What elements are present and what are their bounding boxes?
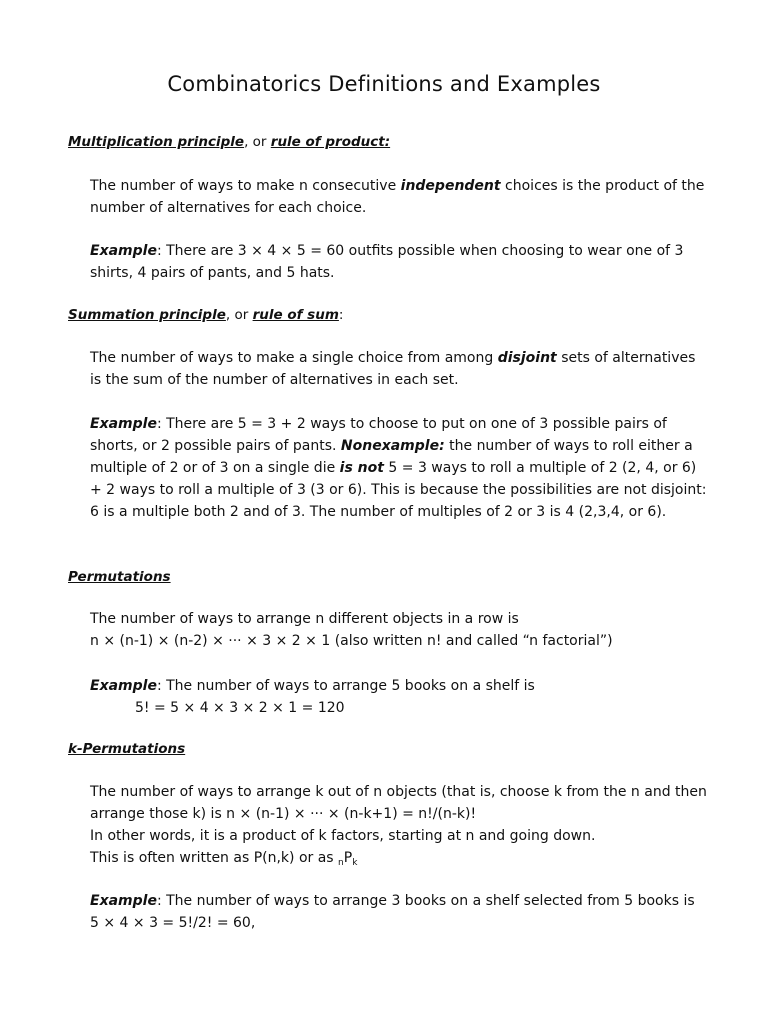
term-disjoint: disjoint — [497, 350, 557, 366]
heading-separator: , or — [244, 134, 271, 150]
permutations-definition: The number of ways to arrange n different objects in a row is n × (n-1) × (n-2) × ··· × 3 × 2 × 1 (also written n! and called “n factorial”) — [90, 611, 613, 649]
heading-rule-of-product: rule of product: — [270, 134, 391, 150]
summation-example: Example: There are 5 = 3 + 2 ways to choose to put on one of 3 possible pairs of shorts, or 2 possible pairs of pants. Nonexample: the number of ways to roll either a multiple of 2 or of 3 on a single die is not 5 = 3 ways to roll a multiple of 2 (2, 4, or 6) + 2 ways to roll a multiple of 3 (3 or 6). This is because the possibilities are not disjoint: 6 is a multiple both 2 and of 3. The number of multiples of 2 or 3 is 4 (2,3,4, or 6). — [90, 416, 707, 520]
permutations-calculation: 5! = 5 × 4 × 3 × 2 × 1 = 120 — [135, 700, 345, 716]
k-permutations-definition: The number of ways to arrange k out of n objects (that is, choose k from the n and then arrange those k) is n × (n-1) × ··· × (n-k+1) = n!/(n-k)! In other words, it is a product of k factors, starting at n and going down. This is often written as P(n,k) or as $_nP_k$ — [90, 784, 707, 868]
term-independent: independent — [400, 178, 501, 194]
permutations-example: Example: The number of ways to arrange 5 books on a shelf is 5! = 5 × 4 × 3 × 2 × 1 = 120 — [90, 678, 535, 716]
heading-summation-principle: Summation principle — [68, 307, 226, 323]
example-label: Example — [90, 678, 157, 694]
k-permutations-calculation: 5 × 4 × 3 = 5!/2! = 60, — [90, 915, 256, 931]
section-heading-k-permutations — [68, 741, 185, 757]
heading-k-permutations: k-Permutations — [68, 741, 186, 757]
multiplication-example: Example: There are 3 × 4 × 5 = 60 outfits possible when choosing to wear one of 3 shirts, 4 pairs of pants, and 5 hats. — [90, 243, 684, 281]
heading-rule-of-sum: rule of sum — [252, 307, 339, 323]
k-permutations-example: Example: The number of ways to arrange 3 books on a shelf selected from 5 books is 5 × 4 × 3 = 5!/2! = 60, — [90, 893, 695, 931]
example-label: Example — [90, 893, 157, 909]
example-label: Example — [90, 416, 157, 432]
section-heading-summation: Summation principle, or rule of sum: — [68, 307, 344, 323]
heading-separator: , or — [225, 307, 253, 323]
section-heading-multiplication — [68, 134, 390, 150]
nonexample-label: Nonexample: — [340, 438, 445, 454]
section-heading-permutations — [68, 569, 171, 585]
heading-multiplication-principle: Multiplication principle — [68, 134, 245, 150]
term-is-not: is not — [339, 460, 384, 476]
page-title: Combinatorics Definitions and Examples — [167, 72, 601, 96]
example-label: Example — [90, 243, 157, 259]
multiplication-definition: The number of ways to make n consecutive independent choices is the product of the number of alternatives for each choice. — [90, 178, 705, 216]
heading-permutations: Permutations — [68, 569, 171, 585]
summation-definition: The number of ways to make a single choice from among disjoint sets of alternatives is the sum of the number of alternatives in each set. — [90, 350, 696, 388]
